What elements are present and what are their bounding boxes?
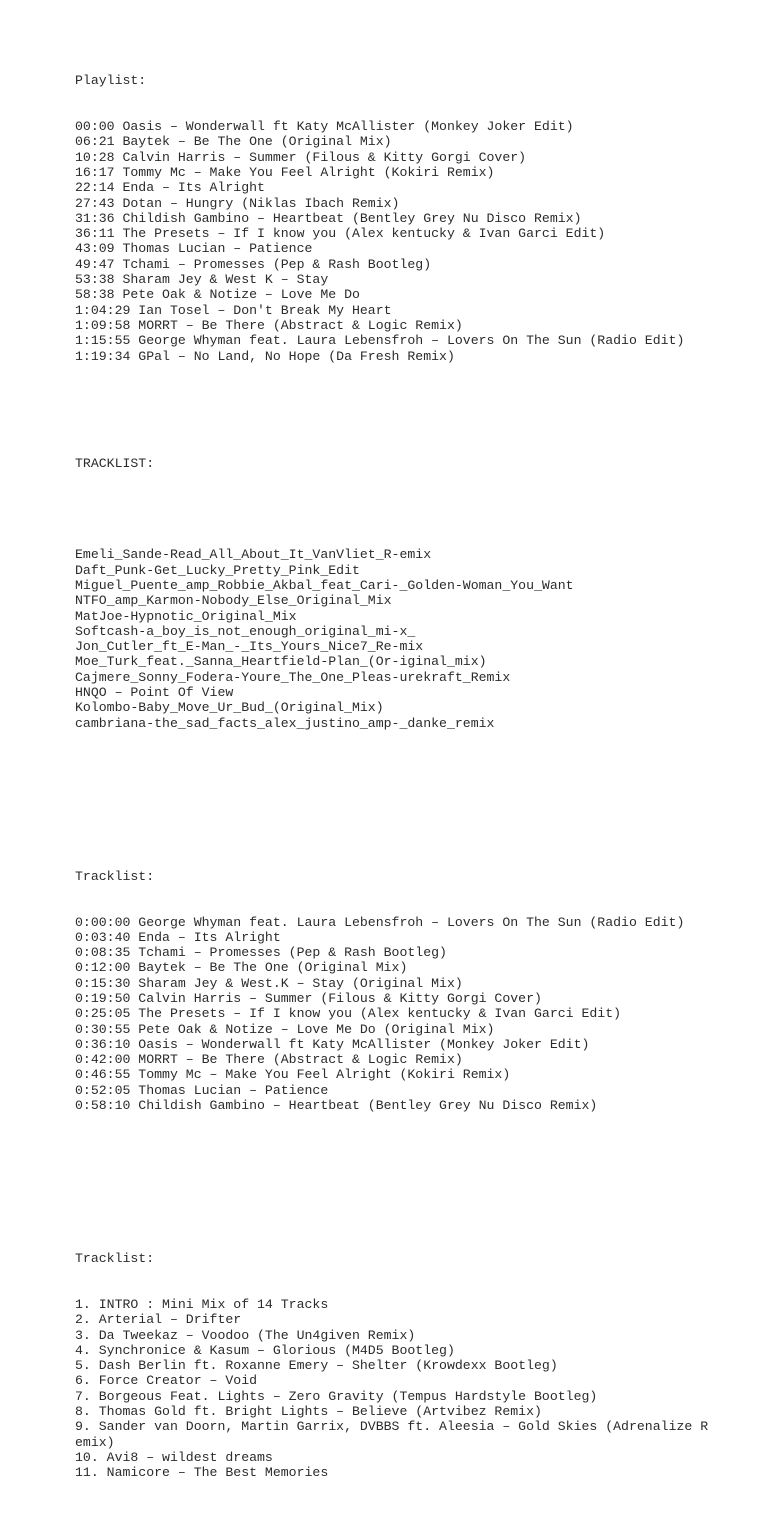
track-line: 2. Arterial – Drifter: [75, 1312, 242, 1328]
track-line: NTFO_amp_Karmon-Nobody_Else_Original_Mix: [75, 593, 392, 609]
track-line: 0:58:10 Childish Gambino – Heartbeat (Bentley Grey Nu Disco Remix): [75, 1098, 598, 1114]
track-line: Moe_Turk_feat._Sanna_Heartfield-Plan_(Or-iginal_mix): [75, 654, 487, 670]
track-line: 11. Namicore – The Best Memories: [75, 1465, 329, 1481]
tracklist-section-2: [75, 838, 755, 1144]
track-line: 5. Dash Berlin ft. Roxanne Emery – Shelter (Krowdexx Bootleg): [75, 1358, 558, 1374]
tracklist-lines: [75, 1297, 755, 1481]
track-line: 06:21 Baytek – Be The One (Original Mix): [75, 134, 392, 150]
track-line: 27:43 Dotan – Hungry (Niklas Ibach Remix): [75, 195, 400, 211]
track-line: 10:28 Calvin Harris – Summer (Filous & Kitty Gorgi Cover): [75, 149, 527, 165]
track-line: 0:19:50 Calvin Harris – Summer (Filous & Kitty Gorgi Cover): [75, 991, 542, 1006]
track-line: 1:09:58 MORRT – Be There (Abstract & Logic Remix): [75, 317, 463, 333]
track-line: 0:36:10 Oasis – Wonderwall ft Katy McAllister (Monkey Joker Edit): [75, 1036, 590, 1052]
track-line: HNQO – Point Of View: [75, 685, 234, 701]
tracklist-header: Tracklist:: [75, 1251, 155, 1267]
track-line: 49:47 Tchami – Promesses (Pep & Rash Bootleg): [75, 256, 432, 272]
tracklist-lines: [75, 915, 755, 1114]
track-line: Miguel_Puente_amp_Robbie_Akbal_feat_Cari-_Golden-Woman_You_Want: [75, 577, 574, 593]
track-line: 1. INTRO : Mini Mix of 14 Tracks: [75, 1296, 329, 1312]
track-line: 0:03:40 Enda – Its Alright: [75, 929, 281, 945]
playlist-section: [75, 43, 755, 395]
track-line: Softcash-a_boy_is_not_enough_original_mi-x_: [75, 623, 416, 639]
track-line: 1:19:34 GPal – No Land, No Hope (Da Fresh Remix): [75, 348, 455, 364]
track-line: 8. Thomas Gold ft. Bright Lights – Believe (Artvibez Remix): [75, 1404, 542, 1420]
tracklist-lines: [75, 547, 755, 731]
track-line: 00:00 Oasis – Wonderwall ft Katy McAllister (Monkey Joker Edit): [75, 119, 574, 135]
blank-line: [75, 1175, 755, 1190]
track-line: 0:08:35 Tchami – Promesses (Pep & Rash Bootleg): [75, 945, 447, 961]
track-line: Daft_Punk-Get_Lucky_Pretty_Pink_Edit: [75, 562, 360, 578]
track-line: 0:30:55 Pete Oak & Notize – Love Me Do (Original Mix): [75, 1021, 495, 1037]
track-line: 1:04:29 Ian Tosel – Don't Break My Heart: [75, 302, 392, 318]
track-line: 6. Force Creator – Void: [75, 1373, 258, 1389]
tracklist-header: Tracklist:: [75, 868, 155, 884]
track-line: 58:38 Pete Oak & Notize – Love Me Do: [75, 287, 360, 303]
track-line: emix): [75, 1434, 115, 1450]
track-line: Kolombo-Baby_Move_Ur_Bud_(Original_Mix): [75, 700, 384, 716]
track-line: 0:15:30 Sharam Jey & West.K – Stay (Original Mix): [75, 975, 463, 991]
playlist-lines: [75, 119, 755, 364]
tracklist-section-3: [75, 1220, 755, 1511]
track-line: 0:12:00 Baytek – Be The One (Original Mix): [75, 960, 408, 976]
track-line: 22:14 Enda – Its Alright: [75, 180, 265, 196]
track-line: 10. Avi8 – wildest dreams: [75, 1449, 273, 1465]
track-line: MatJoe-Hypnotic_Original_Mix: [75, 608, 297, 624]
track-line: 0:00:00 George Whyman feat. Laura Lebensfroh – Lovers On The Sun (Radio Edit): [75, 914, 685, 930]
tracklist-section-1: [75, 425, 755, 762]
track-line: Emeli_Sande-Read_All_About_It_VanVliet_R-emix: [75, 547, 432, 563]
track-line: 7. Borgeous Feat. Lights – Zero Gravity (Tempus Hardstyle Bootleg): [75, 1388, 598, 1404]
track-line: 9. Sander van Doorn, Martin Garrix, DVBBS ft. Aleesia – Gold Skies (Adrenalize R: [75, 1419, 709, 1435]
track-line: 0:52:05 Thomas Lucian – Patience: [75, 1082, 329, 1098]
track-line: Jon_Cutler_ft_E-Man_-_Its_Yours_Nice7_Re-mix: [75, 639, 424, 655]
track-line: 36:11 The Presets – If I know you (Alex kentucky & Ivan Garci Edit): [75, 226, 606, 242]
playlist-header: Playlist:: [75, 73, 147, 89]
track-line: 53:38 Sharam Jey & West K – Stay: [75, 272, 329, 288]
track-line: 1:15:55 George Whyman feat. Laura Lebensfroh – Lovers On The Sun (Radio Edit): [75, 333, 685, 349]
blank-line: [75, 502, 755, 517]
track-line: 31:36 Childish Gambino – Heartbeat (Bentley Grey Nu Disco Remix): [75, 210, 582, 226]
track-line: 16:17 Tommy Mc – Make You Feel Alright (Kokiri Remix): [75, 164, 495, 180]
track-line: Cajmere_Sonny_Fodera-Youre_The_One_Pleas-urekraft_Remix: [75, 669, 511, 685]
track-line: 0:42:00 MORRT – Be There (Abstract & Logic Remix): [75, 1052, 463, 1068]
blank-line: [75, 792, 755, 807]
track-line: cambriana-the_sad_facts_alex_justino_amp-_danke_remix: [75, 715, 495, 731]
track-line: 4. Synchronice & Kasum – Glorious (M4D5 Bootleg): [75, 1342, 455, 1358]
track-line: 3. Da Tweekaz – Voodoo (The Un4given Remix): [75, 1327, 416, 1343]
track-line: 0:46:55 Tommy Mc – Make You Feel Alright (Kokiri Remix): [75, 1067, 511, 1083]
track-line: 43:09 Thomas Lucian – Patience: [75, 241, 313, 257]
document-text: [75, 12, 755, 1526]
track-line: 0:25:05 The Presets – If I know you (Alex kentucky & Ivan Garci Edit): [75, 1006, 622, 1022]
tracklist-header: TRACKLIST:: [75, 455, 155, 471]
